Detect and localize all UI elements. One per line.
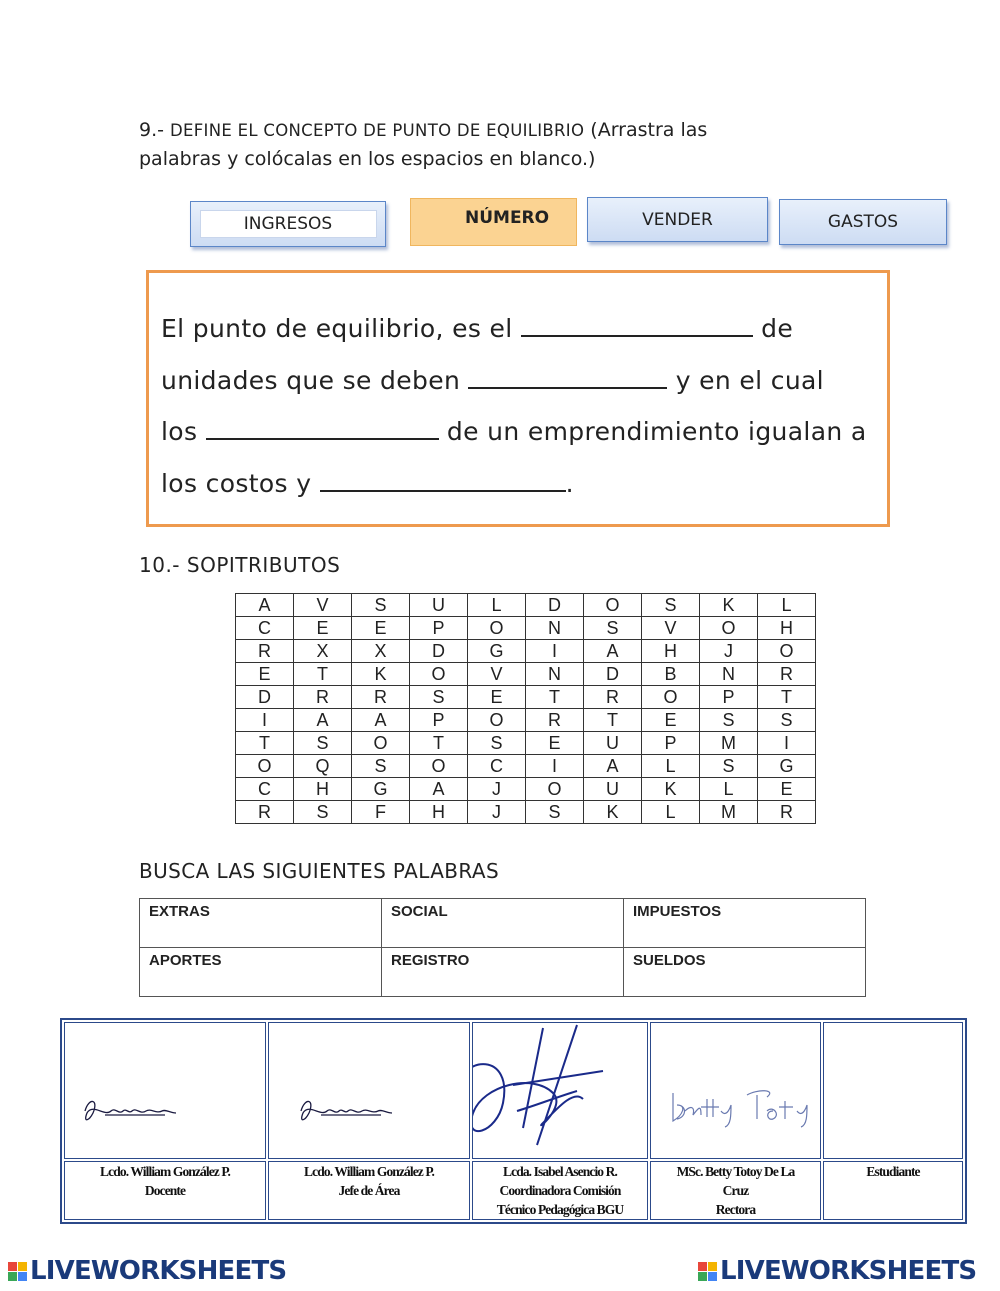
grid-letter-cell[interactable]: O	[526, 778, 584, 801]
grid-letter-cell[interactable]: T	[294, 663, 352, 686]
grid-letter-cell[interactable]: L	[758, 594, 816, 617]
grid-row	[236, 778, 816, 801]
word-item: IMPUESTOS	[624, 899, 866, 948]
grid-letter-cell[interactable]: O	[468, 709, 526, 732]
grid-letter-cell[interactable]: U	[584, 732, 642, 755]
grid-letter-cell[interactable]: O	[468, 617, 526, 640]
question-instruction-1: (Arrastra las	[590, 119, 708, 141]
grid-letter-cell[interactable]: L	[642, 801, 700, 824]
grid-letter-cell[interactable]: A	[584, 755, 642, 778]
question-instruction-2: palabras y colócalas en los espacios en blanco.)	[139, 148, 596, 170]
grid-letter-cell[interactable]: M	[700, 801, 758, 824]
grid-letter-cell[interactable]: L	[642, 755, 700, 778]
handwritten-signature-image	[473, 1023, 647, 1158]
question-10-title: 10.- SOPITRIBUTOS	[139, 553, 341, 577]
grid-letter-cell[interactable]: U	[584, 778, 642, 801]
word-item: SOCIAL	[382, 899, 624, 948]
grid-letter-cell[interactable]: S	[294, 732, 352, 755]
signer-name-rectora: MSc. Betty Totoy De La Cruz Rectora	[650, 1161, 821, 1220]
grid-row	[236, 640, 816, 663]
grid-letter-cell[interactable]: A	[294, 709, 352, 732]
signature-cell-estudiante[interactable]	[823, 1022, 963, 1159]
sentence-text: los costos y	[161, 468, 312, 498]
sentence-text: de un emprendimiento igualan a	[446, 417, 867, 446]
handwritten-signature-image	[269, 1023, 469, 1158]
grid-letter-cell[interactable]: S	[526, 801, 584, 824]
grid-letter-cell[interactable]: E	[526, 732, 584, 755]
signature-cell-coordinadora	[472, 1022, 648, 1159]
sentence-text: de	[761, 314, 794, 343]
drag-chip-numero[interactable]	[410, 198, 577, 246]
word-item: REGISTRO	[382, 948, 624, 997]
grid-letter-cell[interactable]: E	[236, 663, 294, 686]
sentence-text: .	[565, 468, 574, 498]
grid-letter-cell[interactable]: D	[410, 640, 468, 663]
word-list-title: BUSCA LAS SIGUIENTES PALABRAS	[139, 859, 500, 883]
chip-label-numero: NÚMERO	[465, 208, 550, 228]
grid-letter-cell[interactable]: F	[352, 801, 410, 824]
grid-letter-cell[interactable]: V	[642, 617, 700, 640]
drop-blank-2[interactable]	[468, 367, 667, 389]
grid-letter-cell[interactable]: T	[526, 686, 584, 709]
grid-letter-cell[interactable]: O	[584, 594, 642, 617]
grid-letter-cell[interactable]: T	[584, 709, 642, 732]
word-search-grid	[235, 593, 816, 824]
grid-row	[236, 686, 816, 709]
grid-letter-cell[interactable]: E	[758, 778, 816, 801]
grid-letter-cell[interactable]: G	[352, 778, 410, 801]
grid-letter-cell[interactable]: D	[584, 663, 642, 686]
grid-letter-cell[interactable]: R	[526, 709, 584, 732]
grid-letter-cell[interactable]: S	[700, 755, 758, 778]
handwritten-signature-image	[65, 1023, 265, 1158]
answer-box	[146, 270, 890, 527]
chip-label-vender: VENDER	[642, 209, 713, 230]
grid-letter-cell[interactable]: T	[410, 732, 468, 755]
grid-letter-cell[interactable]: H	[642, 640, 700, 663]
drag-chip-gastos[interactable]	[779, 199, 947, 245]
grid-letter-cell[interactable]: I	[526, 755, 584, 778]
grid-letter-cell[interactable]: L	[468, 594, 526, 617]
grid-letter-cell[interactable]: G	[758, 755, 816, 778]
word-item: SUELDOS	[624, 948, 866, 997]
grid-letter-cell[interactable]: S	[584, 617, 642, 640]
grid-letter-cell[interactable]: A	[352, 709, 410, 732]
grid-letter-cell[interactable]: E	[294, 617, 352, 640]
signature-table	[60, 1018, 967, 1224]
grid-letter-cell[interactable]: N	[700, 663, 758, 686]
grid-letter-cell[interactable]: O	[758, 640, 816, 663]
grid-letter-cell[interactable]: I	[758, 732, 816, 755]
grid-letter-cell[interactable]: P	[642, 732, 700, 755]
grid-letter-cell[interactable]: R	[236, 640, 294, 663]
signature-cell-docente	[64, 1022, 266, 1159]
question-9-title	[139, 116, 859, 174]
grid-letter-cell[interactable]: O	[410, 755, 468, 778]
brand-name: LIVEWORKSHEETS	[720, 1256, 977, 1286]
brand-logo-left	[8, 1256, 286, 1286]
grid-letter-cell[interactable]: U	[410, 594, 468, 617]
grid-letter-cell[interactable]: J	[468, 778, 526, 801]
grid-letter-cell[interactable]: C	[236, 778, 294, 801]
grid-letter-cell[interactable]: O	[236, 755, 294, 778]
grid-letter-cell[interactable]: J	[700, 640, 758, 663]
grid-letter-cell[interactable]: X	[352, 640, 410, 663]
signer-name-docente: Lcdo. William González P. Docente	[64, 1161, 266, 1220]
drag-chip-vender[interactable]	[587, 197, 768, 242]
grid-letter-cell[interactable]: Q	[294, 755, 352, 778]
brand-squares-icon	[8, 1262, 27, 1281]
grid-letter-cell[interactable]: I	[526, 640, 584, 663]
grid-letter-cell[interactable]: A	[584, 640, 642, 663]
grid-letter-cell[interactable]: S	[352, 594, 410, 617]
grid-letter-cell[interactable]: C	[236, 617, 294, 640]
sentence-text: El punto de equilibrio, es el	[161, 314, 513, 343]
grid-letter-cell[interactable]: O	[642, 686, 700, 709]
grid-letter-cell[interactable]: S	[410, 686, 468, 709]
grid-letter-cell[interactable]: K	[584, 801, 642, 824]
word-list-table	[139, 898, 866, 997]
grid-letter-cell[interactable]: B	[642, 663, 700, 686]
grid-letter-cell[interactable]: P	[410, 709, 468, 732]
grid-letter-cell[interactable]: S	[468, 732, 526, 755]
grid-letter-cell[interactable]: C	[468, 755, 526, 778]
grid-letter-cell[interactable]: N	[526, 663, 584, 686]
grid-letter-cell[interactable]: N	[526, 617, 584, 640]
word-item: EXTRAS	[140, 899, 382, 948]
chip-label-ingresos: INGRESOS	[200, 210, 377, 238]
drop-blank-3[interactable]	[206, 418, 439, 440]
grid-letter-cell[interactable]: T	[758, 686, 816, 709]
grid-letter-cell[interactable]: A	[410, 778, 468, 801]
grid-letter-cell[interactable]: X	[294, 640, 352, 663]
drop-blank-4[interactable]	[320, 470, 566, 492]
grid-letter-cell[interactable]: R	[758, 801, 816, 824]
brand-name: LIVEWORKSHEETS	[30, 1256, 287, 1286]
grid-letter-cell[interactable]: V	[294, 594, 352, 617]
grid-letter-cell[interactable]: K	[642, 778, 700, 801]
grid-letter-cell[interactable]: H	[294, 778, 352, 801]
grid-letter-cell[interactable]: T	[236, 732, 294, 755]
grid-letter-cell[interactable]: R	[294, 686, 352, 709]
question-number: 9.-	[139, 119, 164, 141]
grid-letter-cell[interactable]: D	[236, 686, 294, 709]
grid-letter-cell[interactable]: I	[236, 709, 294, 732]
brand-logo-right	[698, 1256, 976, 1286]
drag-chip-ingresos[interactable]	[190, 201, 386, 247]
sentence-text: los	[161, 417, 198, 446]
word-item: APORTES	[140, 948, 382, 997]
signature-cell-jefe	[268, 1022, 470, 1159]
signer-name-jefe: Lcdo. William González P. Jefe de Área	[268, 1161, 470, 1220]
grid-letter-cell[interactable]: S	[294, 801, 352, 824]
grid-letter-cell[interactable]: D	[526, 594, 584, 617]
grid-letter-cell[interactable]: K	[700, 594, 758, 617]
question-caps-text: DEFINE EL CONCEPTO DE PUNTO DE EQUILIBRIO	[170, 121, 585, 140]
grid-letter-cell[interactable]: V	[468, 663, 526, 686]
grid-letter-cell[interactable]: J	[468, 801, 526, 824]
grid-letter-cell[interactable]: R	[236, 801, 294, 824]
grid-letter-cell[interactable]: S	[700, 709, 758, 732]
grid-letter-cell[interactable]: E	[352, 617, 410, 640]
signature-cell-rectora	[650, 1022, 821, 1159]
chip-label-gastos: GASTOS	[827, 212, 899, 232]
grid-row	[236, 709, 816, 732]
grid-letter-cell[interactable]: O	[352, 732, 410, 755]
grid-row	[236, 594, 816, 617]
grid-letter-cell[interactable]: O	[700, 617, 758, 640]
grid-letter-cell[interactable]: G	[468, 640, 526, 663]
grid-letter-cell[interactable]: R	[352, 686, 410, 709]
grid-letter-cell[interactable]: S	[352, 755, 410, 778]
signer-name-estudiante: Estudiante	[823, 1161, 963, 1220]
grid-letter-cell[interactable]: H	[758, 617, 816, 640]
grid-row	[236, 755, 816, 778]
grid-letter-cell[interactable]: O	[410, 663, 468, 686]
grid-letter-cell[interactable]: P	[410, 617, 468, 640]
grid-letter-cell[interactable]: S	[758, 709, 816, 732]
grid-letter-cell[interactable]: K	[352, 663, 410, 686]
sentence-text: y en el cual	[675, 365, 824, 395]
grid-letter-cell[interactable]: R	[758, 663, 816, 686]
brand-squares-icon	[698, 1262, 717, 1281]
grid-letter-cell[interactable]: P	[700, 686, 758, 709]
grid-row	[236, 801, 816, 824]
signer-name-coordinadora: Lcda. Isabel Asencio R. Coordinadora Comisión Técnico Pedagógica BGU	[472, 1161, 648, 1220]
grid-letter-cell[interactable]: S	[642, 594, 700, 617]
grid-row	[236, 663, 816, 686]
grid-row	[236, 732, 816, 755]
grid-letter-cell[interactable]: R	[584, 686, 642, 709]
grid-letter-cell[interactable]: H	[410, 801, 468, 824]
grid-letter-cell[interactable]: E	[642, 709, 700, 732]
handwritten-signature-image	[651, 1023, 820, 1158]
grid-letter-cell[interactable]: L	[700, 778, 758, 801]
grid-letter-cell[interactable]: M	[700, 732, 758, 755]
drop-blank-1[interactable]	[521, 315, 753, 337]
grid-letter-cell[interactable]: E	[468, 686, 526, 709]
grid-row	[236, 617, 816, 640]
sentence-text: unidades que se deben	[161, 365, 461, 395]
grid-letter-cell[interactable]: A	[236, 594, 294, 617]
